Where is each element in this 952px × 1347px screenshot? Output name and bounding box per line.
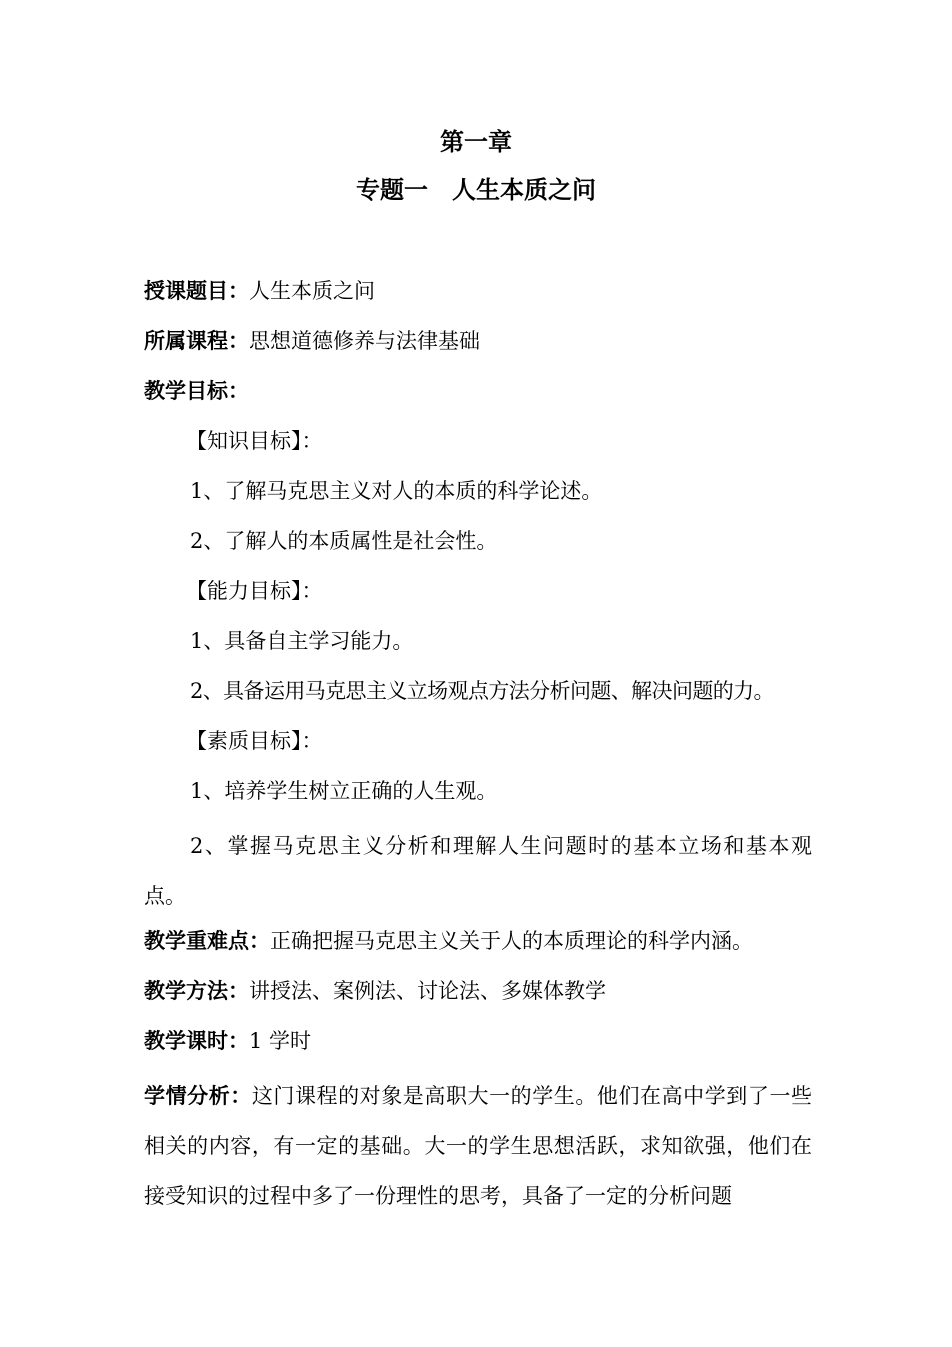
- analysis-value: 这门课程的对象是高职大一的学生。他们在高中学到了一些相关的内容，有一定的基础。大一的学生思想活跃，求知欲强，他们在接受知识的过程中多了一份理性的思考，具备了一定的分析问题: [144, 1084, 813, 1208]
- ability-item-1: 1、具备自主学习能力。: [190, 629, 414, 653]
- quality-item-2: 2、掌握马克思主义分析和理解人生问题时的基本立场和基本观点。: [144, 834, 812, 908]
- course-label: 所属课程：: [144, 329, 249, 353]
- hours-label: 教学课时：: [144, 1029, 249, 1053]
- ability-heading: 【能力目标】：: [186, 579, 323, 603]
- course-value: 思想道德修养与法律基础: [249, 329, 480, 353]
- hours-row: [144, 1021, 812, 1071]
- analysis-row: [144, 1071, 812, 1221]
- course-title-value: 人生本质之问: [249, 279, 375, 303]
- goals-label: 教学目标：: [144, 379, 249, 403]
- key-points-value: 正确把握马克思主义关于人的本质理论的科学内涵。: [270, 929, 753, 953]
- course-row: [144, 321, 812, 371]
- topic-title: 专题一 人生本质之问: [356, 176, 596, 204]
- analysis-label: 学情分析：: [144, 1084, 252, 1108]
- course-title-row: [144, 271, 812, 321]
- knowledge-item-2: 2、了解人的本质属性是社会性。: [190, 529, 498, 553]
- methods-value: 讲授法、案例法、讨论法、多媒体教学: [249, 979, 606, 1003]
- knowledge-heading: 【知识目标】：: [186, 429, 323, 453]
- key-points-row: [144, 921, 812, 971]
- key-points-label: 教学重难点：: [144, 929, 270, 953]
- document-body: [144, 271, 812, 1221]
- goals-row: [144, 371, 812, 421]
- quality-item-1: 1、培养学生树立正确的人生观。: [190, 779, 498, 803]
- hours-value: 1 学时: [249, 1029, 312, 1053]
- methods-label: 教学方法：: [144, 979, 249, 1003]
- quality-heading: 【素质目标】：: [186, 729, 323, 753]
- chapter-title: 第一章: [440, 128, 512, 156]
- ability-item-2: 2、具备运用马克思主义立场观点方法分析问题、解决问题的力。: [190, 679, 774, 703]
- course-title-label: 授课题目：: [144, 279, 249, 303]
- knowledge-item-1: 1、了解马克思主义对人的本质的科学论述。: [190, 479, 603, 503]
- methods-row: [144, 971, 812, 1021]
